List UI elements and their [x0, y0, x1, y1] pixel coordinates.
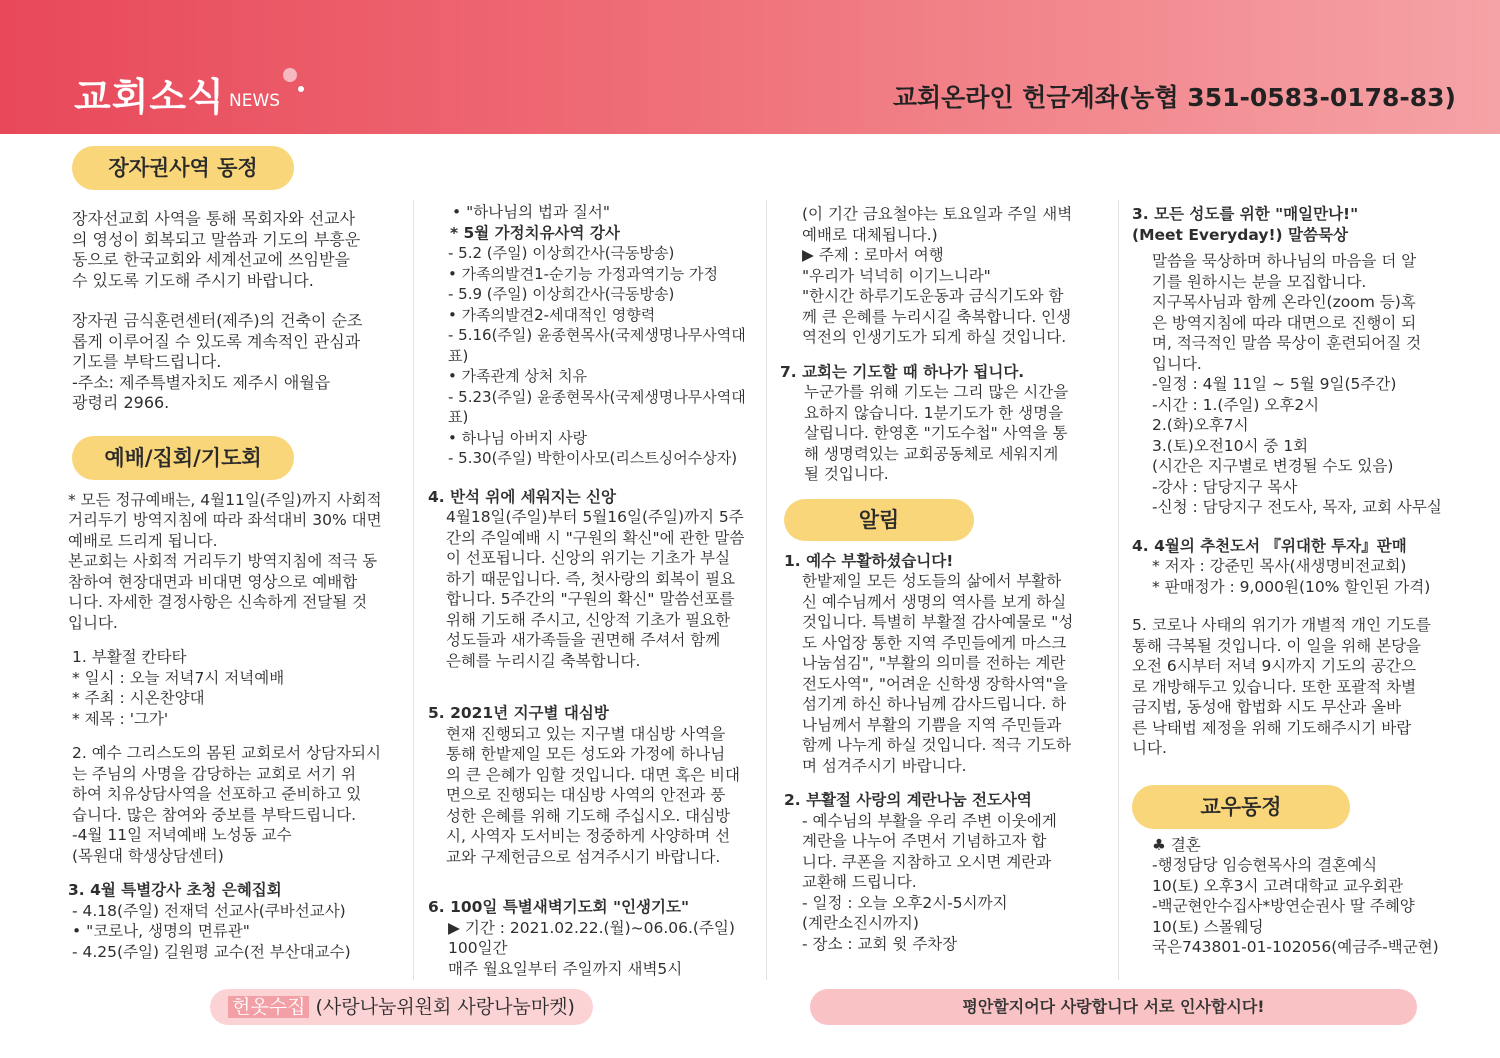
notice-1-body: 한밭제일 모든 성도들의 삶에서 부활하 신 예수님께서 생명의 역사를 보게 하실 것입니다. 특별히 부활절 감사예물로 "성 도 사업장 통한 지역 주민들에게 마스크 나눔섬김", "부활의 의미를 전하는 계란 전도사역", "어려운 신학생 장학사역"을 섬기게 하신 하나님께 감사드립니다. 하 나님께서 부활의 기쁨을 지역 주민들과 함께 나누게 하실 것입니다. 적극 기도하 며 섬겨주시기 바랍니다.	[802, 572, 1074, 775]
section-title-worship: 예배/집회/기도회	[72, 436, 294, 480]
notice-2-title: 2. 부활절 사랑의 계란나눔 전도사역	[784, 791, 1032, 809]
section-title-jangjagwon: 장자권사역 동정	[72, 146, 294, 190]
online-offering-account: 교회온라인 헌금계좌(농협 351-0583-0178-83)	[892, 83, 1456, 112]
news-label: NEWS	[229, 91, 281, 111]
healing-series-title: * 5월 가정치유사역 강사	[450, 223, 620, 242]
dawn-prayer-details: (이 기간 금요철야는 토요일과 주일 새벽 예배로 대체됩니다.) ▶ 주제 : 로마서 여행 "우리가 넉넉히 이기느니라" "한시간 하루기도운동과 금식기도와 함 께 큰 은혜를 누리시길 축복합니다. 인생 역전의 인생기도가 되게 하실 것입니다.	[802, 205, 1073, 346]
item-4-body: 4월18일(주일)부터 5월16일(주일)까지 5주 간의 주일예배 시 "구원의 확신"에 관한 말씀 이 선포됩니다. 신앙의 위기는 기초가 부실 하기 때문입니다. 즉, 첫사랑의 회복이 필요 합니다. 5주간의 "구원의 확신" 말씀선포를 위해 기도해 주시고, 신앙적 기초가 필요한 성도들과 새가족들을 권면해 주셔서 함께 은혜를 누리시길 축복합니다.	[446, 508, 745, 670]
healing-series-schedule: - 5.2 (주일) 이상희간사(극동방송) • 가족의발견1-순기능 가정과역기능 가정 - 5.9 (주일) 이상희간사(극동방송) • 가족의발견2-세대적인 영향력 - 5.16(주일) 윤종현목사(국제생명나무사역대표) • 가족관계 상처 치유 - 5.23(주일) 윤종현목사(국제생명나무사역대표) • 하나님 아버지 사랑 - 5.30(주일) 박한이사모(리스트싱어수상자)	[448, 244, 746, 467]
worship-notice: * 모든 정규예배는, 4월11일(주일)까지 사회적 거리두기 방역지침에 따라 좌석대비 30% 대면 예배로 드리게 됩니다. 본교회는 사회적 거리두기 방역지침에 적극 동 참하여 현장대면과 비대면 영상으로 예배합 니다. 자세한 결정사항은 신속하게 전달될 것 입니다.	[68, 490, 382, 632]
clothing-collection-detail: (사랑나눔위원회 사랑나눔마켓)	[309, 996, 575, 1018]
jangjagwon-paragraph-1: 장자선교회 사역을 통해 목회자와 선교사 의 영성이 회복되고 말씀과 기도의 부흥운 동으로 한국교회와 세계선교에 쓰임받을 수 있도록 기도해 주시기 바랍니다.	[72, 209, 361, 290]
column-4	[1132, 204, 1477, 958]
clothing-collection-banner	[210, 989, 593, 1025]
worship-item-3-body: - 4.18(주일) 전재덕 선교사(쿠바선교사) • "코로나, 생명의 면류관" - 4.25(주일) 길원평 교수(전 부산대교수)	[72, 901, 351, 961]
law-and-order-item: • "하나님의 법과 질서"	[452, 203, 610, 221]
column-divider	[766, 200, 767, 980]
notice-5-body: 5. 코로나 사태의 위기가 개별적 개인 기도를 통해 극복될 것입니다. 이 일을 위해 본당을 오전 6시부터 저녁 9시까지 기도의 공간으 로 개방해두고 있습니다. 또한 포괄적 차별 금지법, 동성애 합법화 시도 무산과 올바 른 낙태법 제정을 위해 기도해주시기 바랍 니다.	[1132, 616, 1431, 757]
header-banner	[0, 0, 1500, 134]
notice-3-title: 3. 모든 성도를 위한 "매일만나!" (Meet Everyday!) 말씀묵상	[1132, 205, 1359, 244]
jangjagwon-paragraph-2: 장자권 금식훈련센터(제주)의 건축이 순조 롭게 이루어질 수 있도록 계속적인 관심과 기도를 부탁드립니다. -주소: 제주특별자치도 제주시 애월읍 광령리 2966.	[72, 311, 363, 412]
column-2	[428, 202, 758, 979]
notice-1-title: 1. 예수 부활하셨습니다!	[784, 551, 954, 570]
worship-item-2: 2. 예수 그리스도의 몸된 교회로서 상담자되시 는 주님의 사명을 감당하는 교회로 서기 위 하여 치유상담사역을 선포하고 준비하고 있 습니다. 많은 참여와 중보를 부탁드립니다. -4월 11일 저녁예배 노성동 교수 (목원대 학생상담센터)	[72, 744, 381, 865]
decor-dot-large	[283, 68, 297, 82]
item-5-title: 5. 2021년 지구별 대심방	[428, 704, 609, 722]
decor-dot-small	[298, 86, 304, 92]
clothing-collection-label: 헌옷수집	[228, 996, 309, 1018]
column-3	[780, 204, 1114, 954]
greeting-banner: 평안할지어다 사랑합니다 서로 인사합시다!	[810, 989, 1417, 1025]
column-divider	[1118, 200, 1119, 980]
section-title-notice: 알림	[784, 499, 974, 541]
page-title: 교회소식	[74, 75, 225, 119]
notice-4-body: * 저자 : 강준민 목사(새생명비전교회) * 판매정가 : 9,000원(10% 할인된 가격)	[1152, 557, 1431, 596]
notice-2-body: - 예수님의 부활을 우리 주변 이웃에게 계란을 나누어 주면서 기념하고자 합 니다. 쿠폰을 지참하고 오시면 계란과 교환해 드립니다. - 일정 : 오늘 오후2시-5시까지 (계란소진시까지) - 장소 : 교회 윗 주차장	[802, 811, 1057, 953]
members-news-body: ♣ 결혼 -행정담당 임승현목사의 결혼예식 10(토) 오후3시 고려대학교 교우회관 -백군현안수집사*방연순권사 딸 주혜양 10(토) 스몰웨딩 국은743801-01-102056(예금주-백군현)	[1152, 835, 1439, 956]
item-6-body: ▶ 기간 : 2021.02.22.(월)~06.06.(주일) 100일간 매주 월요일부터 주일까지 새벽5시	[448, 918, 735, 978]
column-divider	[413, 200, 414, 980]
item-4-title: 4. 반석 위에 세워지는 신앙	[428, 487, 616, 506]
worship-item-1: 1. 부활절 칸타타 * 일시 : 오늘 저녁7시 저녁예배 * 주최 : 시온찬양대 * 제목 : '그가'	[72, 648, 285, 728]
notice-4-title: 4. 4월의 추천도서 『위대한 투자』판매	[1132, 536, 1407, 555]
item-7-title: 7. 교회는 기도할 때 하나가 됩니다.	[780, 362, 1025, 381]
notice-3-body: 말씀을 묵상하며 하나님의 마음을 더 알 기를 원하시는 분을 모집합니다. 지구목사님과 함께 온라인(zoom 등)혹 은 방역지침에 따라 대면으로 진행이 되 며, 적극적인 말씀 묵상이 훈련되어질 것 입니다. -일정 : 4월 11일 ~ 5월 9일(5주간) -시간 : 1.(주일) 오후2시 2.(화)오후7시 3.(토)오전10시 중 1회 (시간은 지구별로 변경될 수도 있음) -강사 : 담당지구 목사 -신청 : 담당지구 전도사, 목자, 교회 사무실	[1152, 252, 1442, 516]
item-6-title: 6. 100일 특별새벽기도회 "인생기도"	[428, 898, 690, 916]
worship-item-3-title: 3. 4월 특별강사 초청 은혜집회	[68, 881, 282, 899]
section-title-members-news: 교우동정	[1132, 785, 1350, 829]
column-1	[68, 140, 407, 962]
item-5-body: 현재 진행되고 있는 지구별 대심방 사역을 통해 한밭제일 모든 성도와 가정에 하나님 의 큰 은혜가 임할 것입니다. 대면 혹은 비대 면으로 진행되는 대심방 사역의 안전과 풍 성한 은혜를 위해 기도해 주십시오. 대심방 시, 사역자 도서비는 정중하게 사양하며 선 교와 구제헌금으로 섬겨주시기 바랍니다.	[446, 724, 740, 866]
item-7-body: 누군가를 위해 기도는 그리 많은 시간을 요하지 않습니다. 1분기도가 한 생명을 살립니다. 한영혼 "기도수첩" 사역을 통 해 생명력있는 교회공동체로 세워지게 될 것입니다.	[804, 383, 1069, 483]
